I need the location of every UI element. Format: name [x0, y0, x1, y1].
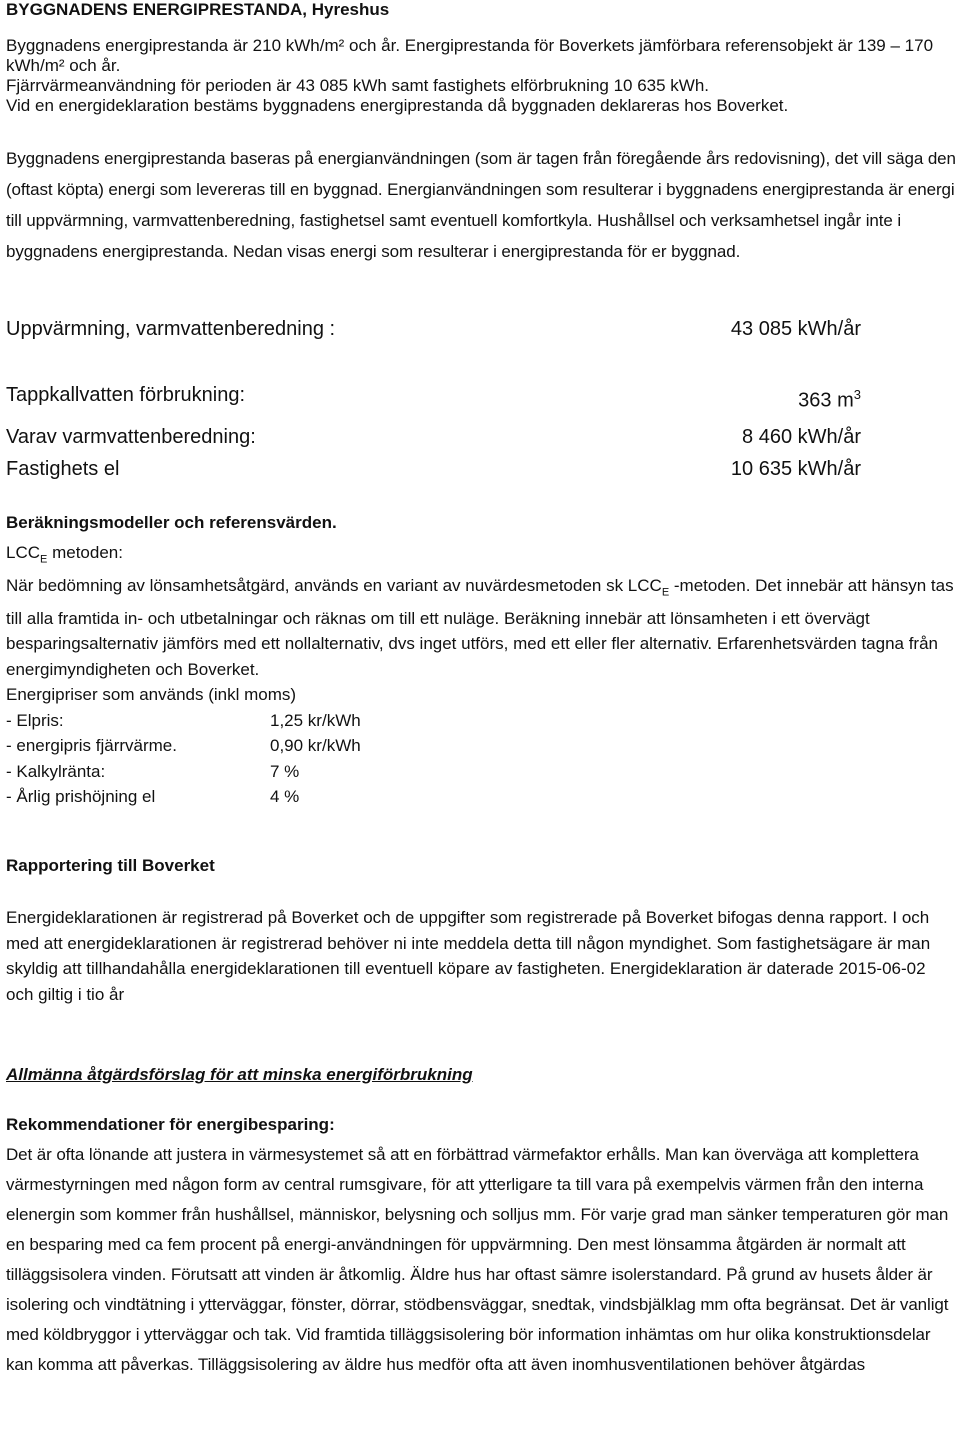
- price-row-prishojning: - Årlig prishöjning el 4 %: [6, 787, 300, 807]
- heating-label: Uppvärmning, varmvattenberedning :: [6, 318, 336, 340]
- hotwater-value: 8 460 kWh/år: [742, 426, 861, 448]
- water-label: Tappkallvatten förbrukning:: [6, 384, 246, 406]
- price-row-elpris: - Elpris: 1,25 kr/kWh: [6, 710, 361, 730]
- el-label: Fastighets el: [6, 458, 120, 480]
- heating-value: 43 085 kWh/år: [730, 318, 861, 340]
- recommendations-text: Det är ofta lönande att justera in värmesystemet så att en förbättrad värmefaktor erhålls. Man kan överväga att komplettera värmestyrningen med någon form av central rumsgivare, för att ytterligare ta till vara på exempelvis värmen från den interna elenergin som kommer från hushållsel, människor, belysning och solljus mm. För varje grad man sänker temperaturen gör man en besparing med ca fem procent på energi-användningen för uppvärmning. Den mest lönsamma åtgärden är normalt att tilläggsisolera vinden. Förutsatt att vinden är åtkomlig. Äldre hus har oftast sämre isolerstandard. På grund av husets ålder är isolering och vindtätning i ytterväggar, fönster, dörrar, stödbensväggar, snedtak, vindsbjälklag mm ofta begränsat. Det är vanligt med köldbryggor i ytterväggar och tak. Vid framtida tilläggsisolering bör information inhämtas om hur olika konstruktionsdelar kan komma att påverkas. Tilläggsisolering av äldre hus medför ofta att även inomhusventilationen behöver åtgärdas: [6, 1145, 949, 1374]
- water-value-wrap: [798, 383, 861, 413]
- recommendations-heading: Rekommendationer för energibesparing:: [6, 1115, 335, 1134]
- intro-section: [6, 36, 952, 116]
- calc-heading: Beräkningsmodeller och referensvärden.: [6, 513, 337, 532]
- water-value: 363 m: [798, 389, 854, 412]
- prices-heading: Energipriser som används (inkl moms): [6, 685, 297, 705]
- el-value: 10 635 kWh/år: [730, 458, 861, 480]
- calc-section: [6, 540, 956, 810]
- price-row-fjarrvarme: - energipris fjärrvärme. 0,90 kr/kWh: [6, 736, 361, 756]
- price-row-kalkylranta: - Kalkylränta: 7 %: [6, 761, 300, 781]
- definition-paragraph: Byggnadens energiprestanda baseras på energianvändningen (som är tagen från föregående års redovisning), det vill säga den (oftast köpta) energi som levereras till en byggnad. Energianvändningen som resulterar i byggnadens energiprestanda är energi till uppvärmning, varmvattenberedning, fastighetsel samt eventuell komfortkyla. Hushållsel och verksamhetsel ingår inte i byggnadens energiprestanda. Nedan visas energi som resulterar i energiprestanda för er byggnad.: [6, 149, 956, 261]
- report-heading: Rapportering till Boverket: [6, 856, 215, 875]
- document-title: BYGGNADENS ENERGIPRESTANDA, Hyreshus: [6, 0, 390, 19]
- intro-declaration: Vid en energideklaration bestäms byggnadens energiprestanda då byggnaden deklareras hos Boverket.: [6, 96, 789, 115]
- water-unit-superscript: 3: [853, 387, 861, 402]
- hotwater-label: Varav varmvattenberedning:: [6, 426, 256, 448]
- measures-heading: Allmänna åtgärdsförslag för att minska energiförbrukning: [6, 1065, 473, 1084]
- lcc-title: $LCC_E$ metoden:: [6, 543, 123, 566]
- lcc-description: När bedömning av lönsamhetsåtgärd, används en variant av nuvärdesmetoden sk $LCC_E$ -metoden. Det innebär att hänsyn tas till alla framtida in- och utbetalningar och räknas om till ett nuläge. Beräkning innebär att lönsamheten i ett övervägt besparingsalternativ jämförs med ett nollalternativ, dvs inget utförs, med ett eller fler alternativ. Erfarenhetsvärden tagna från energimyndigheten och Boverket.: [6, 575, 954, 679]
- intro-consumption: Fjärrvärmeanvändning för perioden är 43 085 kWh samt fastighets elförbrukning 10 635 kWh.: [6, 76, 710, 95]
- intro-energy-performance: Byggnadens energiprestanda är 210 kWh/m² och år. Energiprestanda för Boverkets jämförbara referensobjekt är 139 – 170 kWh/m² och år.: [6, 36, 934, 75]
- report-text: Energideklarationen är registrerad på Boverket och de uppgifter som registrerade på Boverket bifogas denna rapport. I och med att energideklarationen är registrerad behöver ni inte meddela detta till någon myndighet. Som fastighetsägare är man skyldig att tillhandahålla energideklarationen till eventuell köpare av fastigheten. Energideklaration är daterade 2015-06-02 och giltig i tio år: [6, 908, 931, 1004]
